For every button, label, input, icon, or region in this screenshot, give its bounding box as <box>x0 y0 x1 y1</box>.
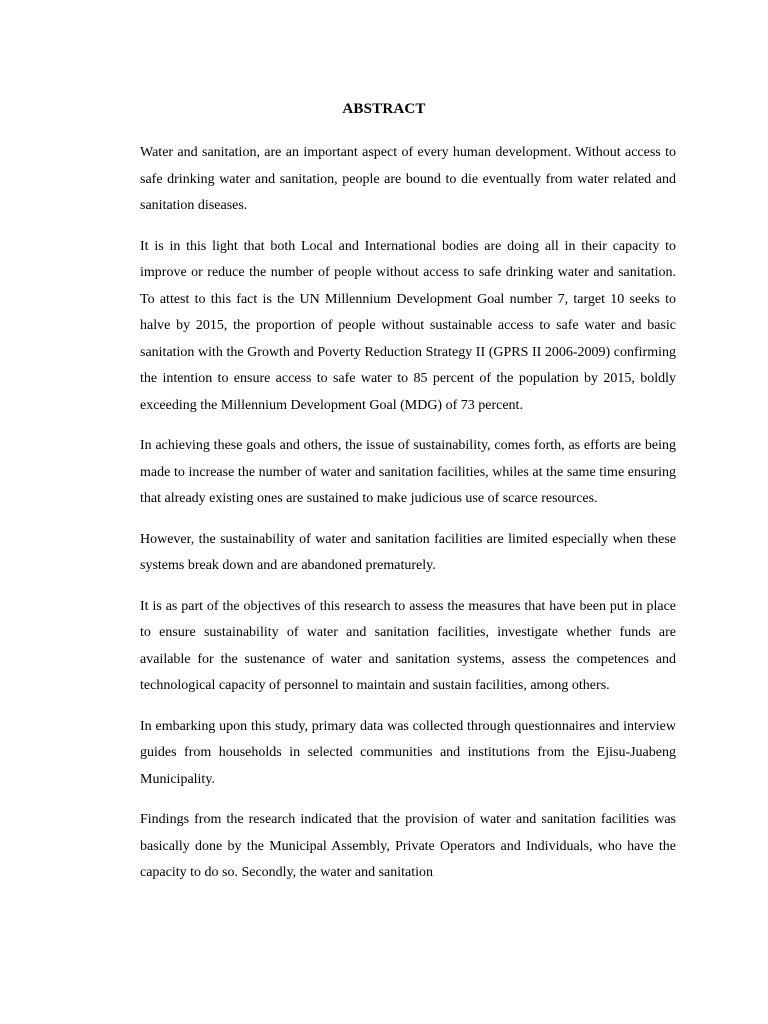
abstract-paragraph-5: It is as part of the objectives of this research to assess the measures that have been put in place to ensure sustainability of water and sanitation facilities, investigate whether funds are available for the sustenance of water and sanitation systems, assess the competences and technological capacity of personnel to maintain and sustain facilities, among others. <box>140 598 676 693</box>
abstract-paragraph-2: It is in this light that both Local and International bodies are doing all in their capacity to improve or reduce the number of people without access to safe drinking water and sanitation. To attest to this fact is the UN Millennium Development Goal number 7, target 10 seeks to halve by 2015, the proportion of people without sustainable access to safe water and basic sanitation with the Growth and Poverty Reduction Strategy II (GPRS II 2006-2009) confirming the intention to ensure access to safe water to 85 percent of the population by 2015, boldly exceeding the Millennium Development Goal (MDG) of 73 percent. <box>140 238 676 413</box>
abstract-paragraph-7: Findings from the research indicated that the provision of water and sanitation facilities was basically done by the Municipal Assembly, Private Operators and Individuals, who have the capacity to do so. Secondly, the water and sanitation <box>140 812 676 880</box>
abstract-body <box>140 140 676 901</box>
abstract-paragraph-4: However, the sustainability of water and sanitation facilities are limited especially when these systems break down and are abandoned prematurely. <box>140 531 676 573</box>
abstract-paragraph-6: In embarking upon this study, primary data was collected through questionnaires and interview guides from households in selected communities and institutions from the Ejisu-Juabeng Municipality. <box>140 718 676 787</box>
abstract-paragraph-3: In achieving these goals and others, the issue of sustainability, comes forth, as efforts are being made to increase the number of water and sanitation facilities, whiles at the same time ensuring that already existing ones are sustained to make judicious use of scarce resources. <box>140 438 676 506</box>
abstract-heading: ABSTRACT <box>342 101 426 117</box>
abstract-paragraph-1: Water and sanitation, are an important aspect of every human development. Without access to safe drinking water and sanitation, people are bound to die eventually from water related and sanitation diseases. <box>140 145 676 213</box>
